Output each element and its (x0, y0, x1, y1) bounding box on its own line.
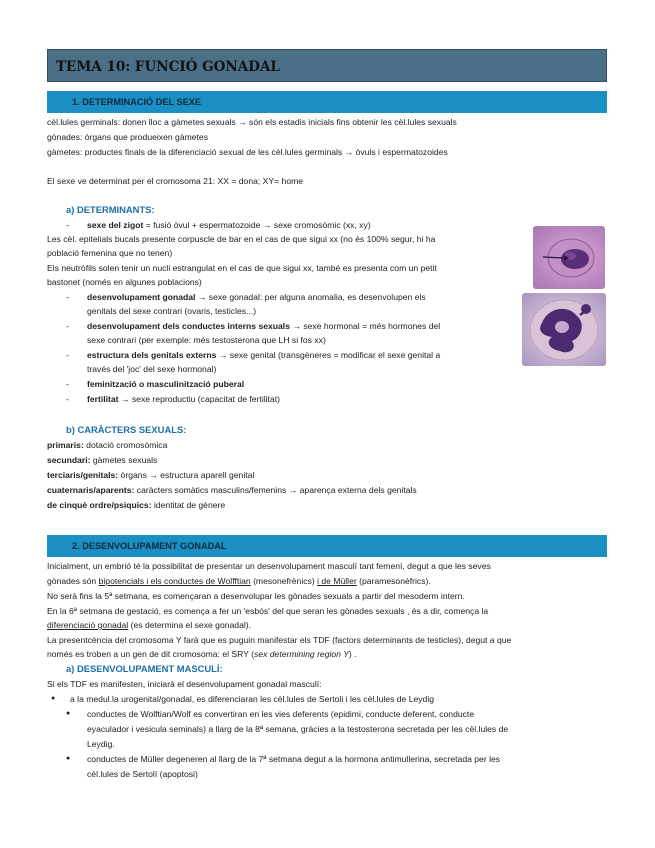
caracter-terciaris: terciaris/genitals: òrgans → estructura aparell genital (47, 470, 255, 480)
muller-line-1: conductes de Müller degeneren al llarg de la 7ª setmana degut a la hormona antimullerina, secretada per les (87, 754, 501, 764)
bullet-dash: - (66, 394, 69, 404)
bullet-dot: ● (51, 695, 56, 702)
gonadal-para-3a: En la 6ª setmana de gestació, es comença a fer un 'esbós' del que seran les gònades sexuals , és a dir, comença la (47, 606, 489, 616)
bullet-dash: - (66, 379, 69, 389)
gonadal-para-4b: només es troben a un gen de dit cromosoma: el SRY (sex determining region Y) . (47, 649, 357, 659)
page-title-bar (47, 49, 607, 82)
fertilitat-line: fertilitat → sexe reproductiu (capacitat de fertilitat) (87, 394, 280, 404)
caracter-primaris: primaris: dotació cromosòmica (47, 440, 168, 450)
section-1-heading: 1. DETERMINACIÓ DEL SEXE (72, 97, 201, 107)
page-title: TEMA 10: FUNCIÓ GONADAL (56, 59, 280, 75)
neutrophil-micrograph (522, 293, 606, 366)
gonadal-para-3b: diferenciació gonadal (es determina el sexe gonadal). (47, 620, 252, 630)
intro-line-1: cèl.lules germinals: donen lloc a gàmetes sexuals → són els estadis inicials fins obtenir les cèl.lules sexuals (47, 117, 457, 127)
caracter-secundari: secundari: gàmetes sexuals (47, 455, 158, 465)
bullet-dash: - (66, 220, 69, 230)
estructura-line-1: estructura dels genitals externs → sexe genital (transgèneres = modificar el sexe genital a (87, 350, 441, 360)
epithelial-line-1: Les cèl. epitelials bucals presente corpuscle de bar en el cas de que sigui xx (no és 100% segur, hi ha (47, 234, 436, 244)
estructura-line-2: través del 'joc' del sexe hormonal) (87, 364, 217, 374)
neutrophil-line-2: bastonet (només en algunes poblacions) (47, 277, 202, 287)
gonadal-line-1: desenvolupament gonadal → sexe gonadal: per alguna anomalia, es desenvolupen els (87, 292, 426, 302)
feminitzacio-line: feminització o masculinització puberal (87, 379, 245, 389)
zigot-line: sexe del zigot = fusió òvul + espermatozoide → sexe cromosòmic (xx, xy) (87, 220, 371, 230)
section-2-heading: 2. DESENVOLUPAMENT GONADAL (72, 541, 227, 551)
gonadal-para-1b: gònades són bipotencials i els conductes de Wolfftian (mesonefrènics) i de Müller (paramesonèfrics). (47, 576, 431, 586)
gonadal-para-1a: Inicialment, un embrió té la possibilitat de presentar un desenvolupament masculí tant femení, degut a que les seves (47, 561, 491, 571)
barr-body-image (533, 226, 605, 289)
masculi-bullet-1: a la medul.la urogenital/gonadal, es diferenciaran les cèl.lules de Sertoli i les cèl.lules de Leydig (70, 694, 435, 704)
caracter-cuaternaris: cuaternaris/aparents: caràcters somàtics masculins/femenins → aparença externa dels genitals (47, 485, 417, 495)
wolff-line-1: conductes de Wolftian/Wolf es convertiran en les vies deferents (epidimi, conducte deferent, conducte (87, 709, 475, 719)
intro-line-3: gàmetes: productes finals de la diferenciació sexual de les cèl.lules germinals → òvuls i espermatozoides (47, 147, 448, 157)
caracter-cinque: de cinquè ordre/psiquics: identitat de gènere (47, 500, 226, 510)
conductes-line-1: desenvolupament dels conductes interns sexuals → sexe hormonal = més hormones del (87, 321, 441, 331)
conductes-line-2: sexe contrari (per exemple: més testosterona que LH si fos xx) (87, 335, 326, 345)
bullet-dot: ● (66, 710, 71, 717)
bullet-dash: - (66, 321, 69, 331)
section-1-heading-bar (47, 91, 607, 113)
wolff-line-2: eyaculador i vesicula seminals) a llarg de la 8ª semana, gràcies a la testosterona secretada per les cèl.lules de (87, 724, 509, 734)
subsection-determinants: a) DETERMINANTS: (66, 204, 155, 215)
epithelial-cell-micrograph (533, 226, 605, 289)
subsection-caracters: b) CARÀCTERS SEXUALS: (66, 424, 187, 435)
bullet-dot: ● (66, 755, 71, 762)
gonadal-para-2: No serà fins la 5ª setmana, es començaran a desenvolupar les gònades sexuals a partir del mesoderm intern. (47, 591, 465, 601)
bullet-dash: - (66, 292, 69, 302)
gonadal-para-4a: La presentcència del cromosoma Y farà que es puguin manifestar els TDF (factors determinants de testicles), degut a que (47, 635, 512, 645)
epithelial-line-2: població femenina que no tenen) (47, 248, 173, 258)
subsection-masculi: a) DESENVOLUPAMENT MASCULÍ: (66, 663, 223, 674)
masculi-intro: Si els TDF es manifesten, iniciarà el desenvolupament gonadal masculí: (47, 679, 322, 689)
drumstick-image (522, 293, 606, 366)
neutrophil-line-1: Els neutròfils solen tenir un nucli estrangulat en el cas de que sigui xx, també es presenta com un petit (47, 263, 437, 273)
chromosome-line: El sexe ve determinat per el cromosoma 21: XX = dona; XY= home (47, 176, 304, 186)
bullet-dash: - (66, 350, 69, 360)
section-2-heading-bar (47, 535, 607, 557)
intro-line-2: gònades: òrgans que produeixen gàmetes (47, 132, 209, 142)
gonadal-line-2: genitals del sexe contrari (ovaris, testicles...) (87, 306, 257, 316)
wolff-line-3: Leydig. (87, 739, 115, 749)
muller-line-2: cèl.lules de Sertolí (apoptosi) (87, 769, 198, 779)
